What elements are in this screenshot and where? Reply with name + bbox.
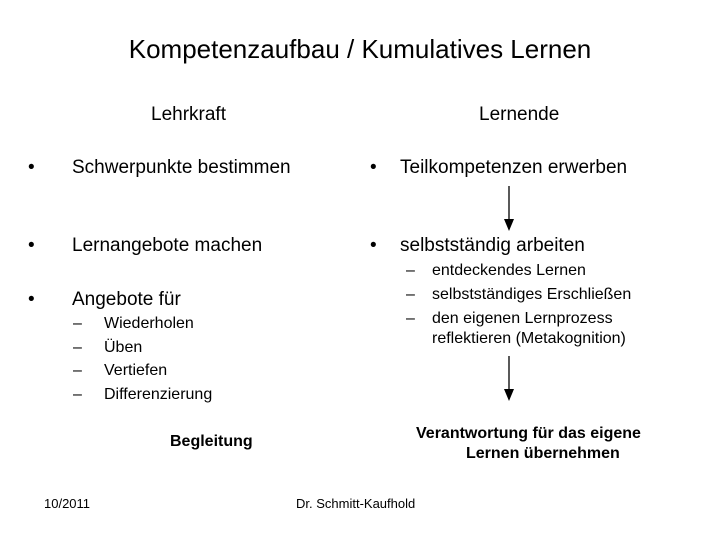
left-bullet-3-text: Angebote für (72, 289, 181, 310)
left-sub-item-1 (73, 315, 194, 333)
dash-marker: – (73, 315, 82, 332)
left-bullet-3 (28, 289, 181, 311)
right-bullet-2 (370, 235, 585, 257)
right-bullet-1-text: Teilkompetenzen erwerben (400, 157, 628, 178)
dash-marker: – (406, 310, 415, 327)
right-sub-item-2 (406, 286, 631, 304)
down-arrow-icon (500, 355, 520, 403)
left-sub-item-4 (73, 386, 212, 404)
right-sub-item-3-text: den eigenen Lernprozess (432, 310, 613, 327)
right-column-heading: Lernende (479, 104, 560, 125)
left-column-heading: Lehrkraft (151, 104, 226, 125)
dash-marker: – (73, 386, 82, 403)
slide-title: Kompetenzaufbau / Kumulatives Lernen (128, 34, 592, 64)
footer-date: 10/2011 (44, 496, 91, 511)
right-bullet-2-text: selbstständig arbeiten (400, 235, 585, 256)
left-bullet-1-text: Schwerpunkte bestimmen (72, 157, 291, 178)
dash-marker: – (73, 339, 82, 356)
dash-marker: – (406, 262, 415, 279)
left-sub-item-3 (73, 362, 167, 380)
left-bullet-1 (28, 157, 291, 179)
right-sub-item-1 (406, 262, 586, 280)
down-arrow-icon (500, 185, 520, 233)
dash-marker: – (73, 362, 82, 379)
right-sub-item-2-text: selbstständiges Erschließen (432, 286, 632, 303)
dash-marker: – (406, 286, 415, 303)
right-sub-item-3 (406, 310, 613, 328)
right-caption-line-1: Verantwortung für das eigene (416, 425, 641, 442)
left-sub-item-2-text: Üben (104, 339, 143, 356)
left-sub-item-4-text: Differenzierung (104, 386, 213, 403)
right-caption-line-2: Lernen übernehmen (466, 445, 620, 462)
left-caption: Begleitung (170, 433, 253, 450)
left-bullet-2-text: Lernangebote machen (72, 235, 263, 256)
left-bullet-2 (28, 235, 262, 257)
right-sub-item-1-text: entdeckendes Lernen (432, 262, 586, 279)
bullet-marker: • (370, 157, 377, 178)
right-sub-item-3-continuation: reflektieren (Metakognition) (432, 330, 626, 347)
left-sub-item-3-text: Vertiefen (104, 362, 168, 379)
left-sub-item-1-text: Wiederholen (104, 315, 194, 332)
bullet-marker: • (28, 289, 35, 310)
bullet-marker: • (28, 235, 35, 256)
right-bullet-1 (370, 157, 627, 179)
footer-author: Dr. Schmitt-Kaufhold (296, 496, 416, 511)
left-sub-item-2 (73, 339, 142, 357)
bullet-marker: • (370, 235, 377, 256)
bullet-marker: • (28, 157, 35, 178)
